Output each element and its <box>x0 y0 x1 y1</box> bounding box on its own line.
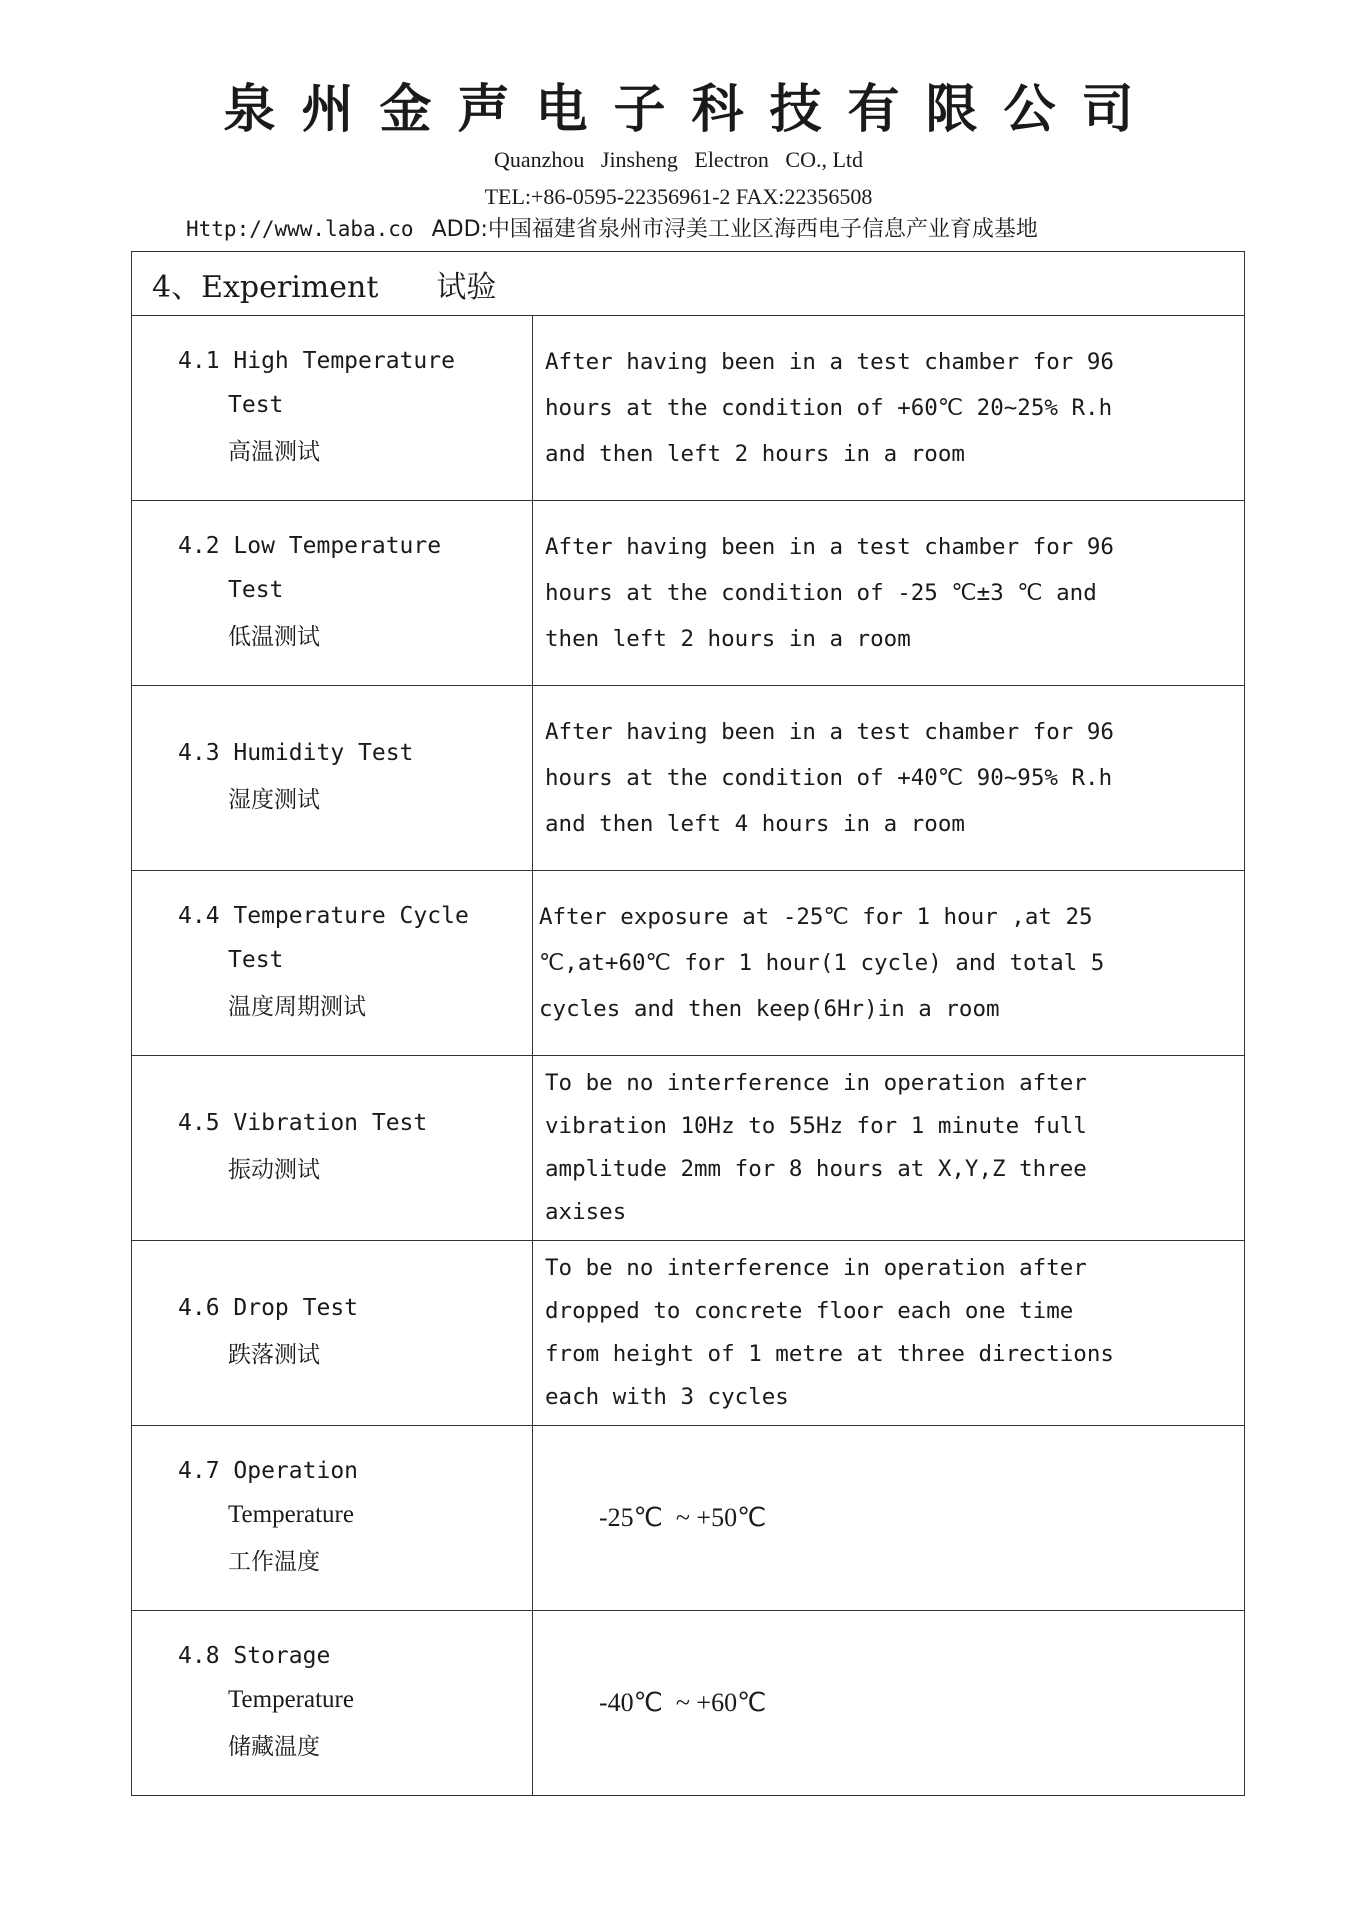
description-line: amplitude 2mm for 8 hours at X,Y,Z three <box>545 1156 1087 1182</box>
test-row-drop <box>132 1241 1245 1426</box>
test-description-cell <box>533 1241 1245 1426</box>
test-name-cn: 高温测试 <box>228 439 320 465</box>
test-name: 4.5 Vibration Test <box>178 1110 428 1136</box>
test-name: 4.8 Storage <box>178 1643 331 1669</box>
test-name-cn: 温度周期测试 <box>228 994 366 1020</box>
description-line: ℃,at+60℃ for 1 hour(1 cycle) and total 5 <box>539 950 1105 976</box>
temperature-range: -40℃ ~ +60℃ <box>599 1688 767 1717</box>
test-value-cell <box>533 1426 1245 1611</box>
company-name-english: Quanzhou Jinsheng Electron CO., Ltd <box>493 147 864 172</box>
test-row-humidity <box>132 686 1245 871</box>
test-name-continued: Test <box>228 577 284 603</box>
description-line: axises <box>545 1199 627 1225</box>
description-line: then left 2 hours in a room <box>545 626 911 652</box>
test-name-cell <box>132 1611 533 1796</box>
test-name: 4.7 Operation <box>178 1458 359 1484</box>
description-line: hours at the condition of +60℃ 20~25% R.h <box>545 395 1113 421</box>
test-row-low-temperature <box>132 501 1245 686</box>
description-line: To be no interference in operation after <box>545 1255 1087 1281</box>
description-line: To be no interference in operation after <box>545 1070 1087 1096</box>
test-name-cell <box>132 871 533 1056</box>
test-row-temperature-cycle <box>132 871 1245 1056</box>
address-text: ADD:中国福建省泉州市浔美工业区海西电子信息产业育成基地 <box>431 217 1038 242</box>
test-name-cn: 低温测试 <box>228 624 320 650</box>
test-row-high-temperature <box>132 316 1245 501</box>
description-line: and then left 2 hours in a room <box>545 441 965 467</box>
test-name-cn: 储藏温度 <box>228 1734 320 1760</box>
section-header-row <box>132 252 1245 316</box>
test-description-cell <box>533 501 1245 686</box>
address-line <box>186 214 1038 245</box>
test-name-continued: Test <box>228 392 284 418</box>
test-row-vibration <box>132 1056 1245 1241</box>
description-line: vibration 10Hz to 55Hz for 1 minute full <box>545 1113 1087 1139</box>
test-name-cell <box>132 501 533 686</box>
test-description-cell <box>533 686 1245 871</box>
test-name-cn: 跌落测试 <box>228 1342 320 1368</box>
section-title-en: 4、Experiment <box>152 269 379 305</box>
test-name-cn: 工作温度 <box>228 1549 320 1575</box>
description-line: cycles and then keep(6Hr)in a room <box>539 996 1000 1022</box>
description-line: dropped to concrete floor each one time <box>545 1298 1074 1324</box>
section-title-cn: 试验 <box>436 269 497 305</box>
test-row-storage-temperature <box>132 1611 1245 1796</box>
test-description-cell <box>533 1056 1245 1241</box>
description-line: from height of 1 metre at three directions <box>545 1341 1114 1367</box>
website-url: Http://www.laba.co <box>186 217 414 241</box>
test-name-continued: Temperature <box>228 1686 354 1713</box>
description-line: hours at the condition of -25 ℃±3 ℃ and <box>545 580 1097 606</box>
test-name: 4.3 Humidity Test <box>178 740 414 766</box>
test-name: 4.2 Low Temperature <box>178 533 442 559</box>
test-description-cell <box>533 316 1245 501</box>
test-name-cell <box>132 686 533 871</box>
test-name: 4.1 High Temperature <box>178 348 455 374</box>
description-line: After having been in a test chamber for 96 <box>545 349 1114 375</box>
test-name-cell <box>132 1426 533 1611</box>
test-name-cell <box>132 1241 533 1426</box>
description-line: After exposure at -25℃ for 1 hour ,at 25 <box>539 904 1093 930</box>
experiment-table <box>131 251 1245 1796</box>
description-line: and then left 4 hours in a room <box>545 811 965 837</box>
test-row-operation-temperature <box>132 1426 1245 1611</box>
description-line: After having been in a test chamber for 96 <box>545 719 1114 745</box>
test-value-cell <box>533 1611 1245 1796</box>
test-name-continued: Temperature <box>228 1501 354 1528</box>
test-name-cn: 湿度测试 <box>228 787 320 813</box>
test-name-cell <box>132 1056 533 1241</box>
section-title <box>132 252 1245 316</box>
description-line: After having been in a test chamber for 96 <box>545 534 1114 560</box>
test-name-cn: 振动测试 <box>228 1157 320 1183</box>
company-name-chinese: 泉州金声电子科技有限公司 <box>223 80 1160 140</box>
contact-line: TEL:+86-0595-22356961-2 FAX:22356508 <box>484 184 873 209</box>
test-description-cell <box>533 871 1245 1056</box>
description-line: hours at the condition of +40℃ 90~95% R.h <box>545 765 1113 791</box>
description-line: each with 3 cycles <box>545 1384 789 1410</box>
test-name: 4.4 Temperature Cycle <box>178 903 469 929</box>
test-name-cell <box>132 316 533 501</box>
test-name: 4.6 Drop Test <box>178 1295 359 1321</box>
temperature-range: -25℃ ~ +50℃ <box>599 1503 767 1532</box>
test-name-continued: Test <box>228 947 284 973</box>
